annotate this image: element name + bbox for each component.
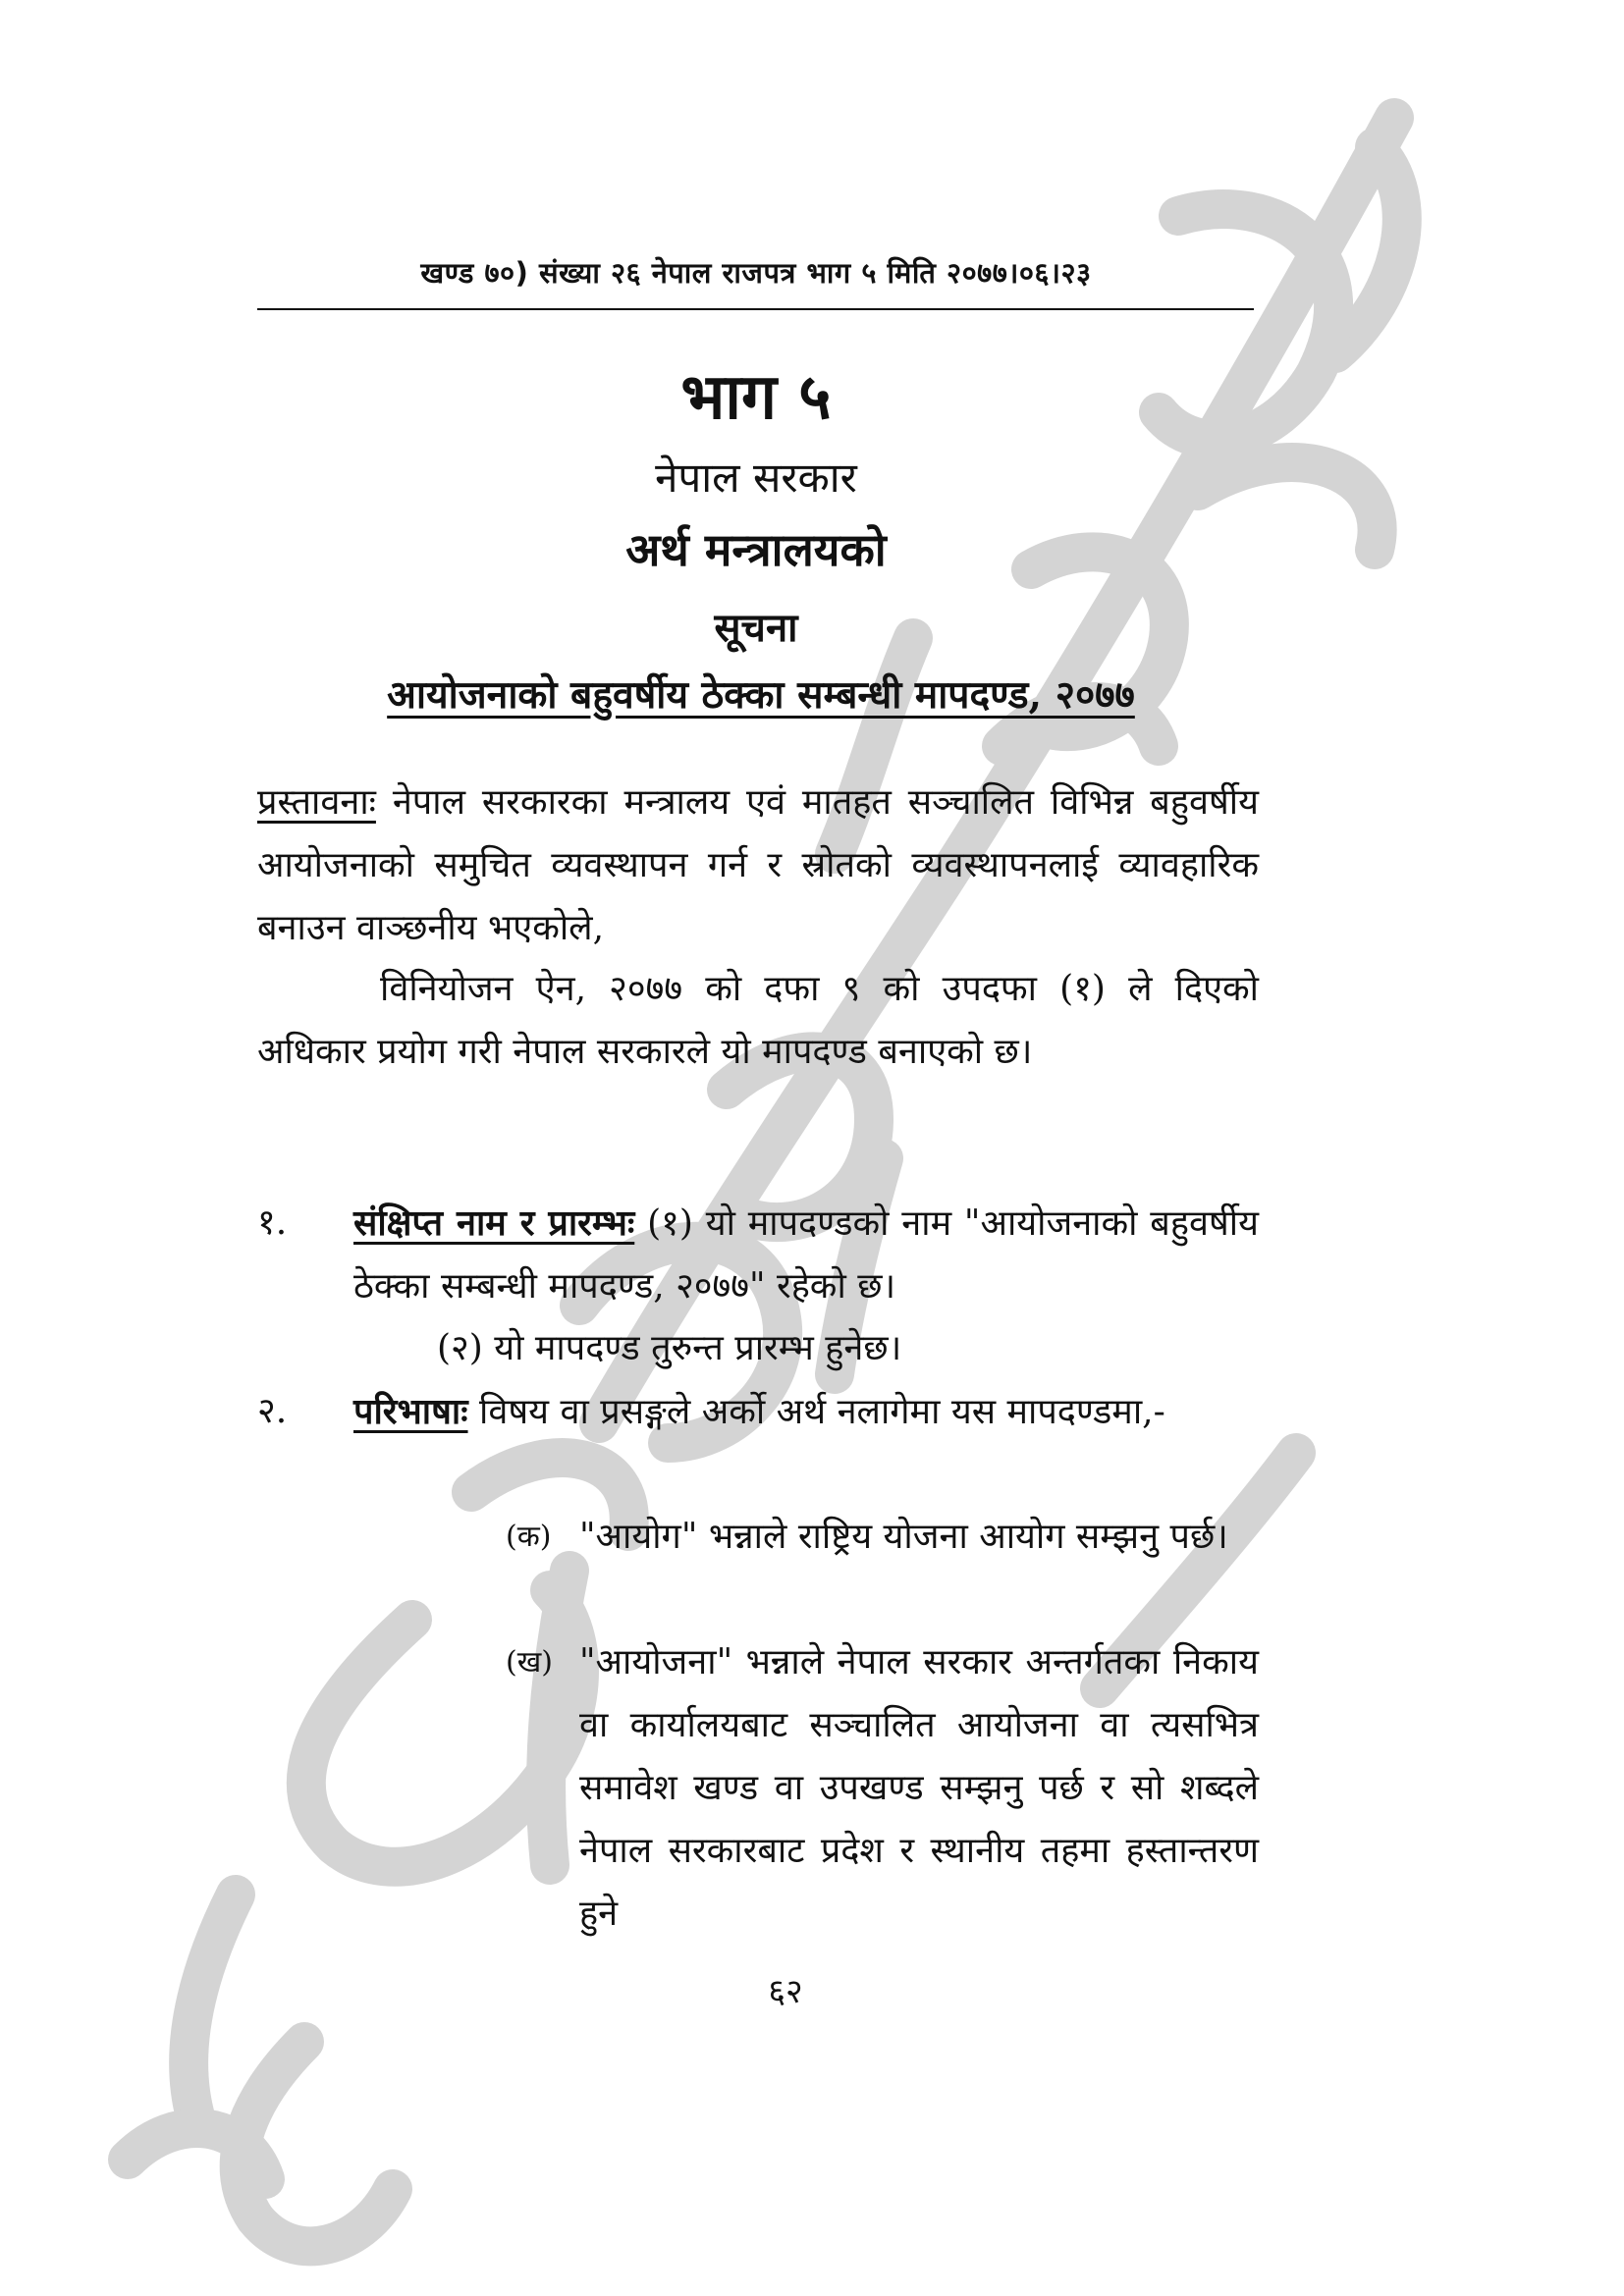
section-2-number: २. — [257, 1391, 288, 1431]
gazette-running-header: खण्ड ७०) संख्या २६ नेपाल राजपत्र भाग ५ मिति २०७७।०६।२३ — [420, 256, 1092, 290]
section-2 — [353, 1380, 1259, 1444]
clause-ka-label: (क) — [506, 1520, 552, 1554]
section-1 — [353, 1192, 1259, 1318]
enactment-clause: विनियोजन ऐन, २०७७ को दफा ९ को उपदफा (१) ले दिएको अधिकार प्रयोग गरी नेपाल सरकारले यो मापदण्ड बनाएको छ। — [257, 969, 1259, 1072]
preamble — [257, 772, 1259, 960]
part-title: भाग ५ — [680, 361, 832, 434]
header-rule — [257, 308, 1254, 310]
clause-kha-label: (ख) — [506, 1645, 553, 1680]
section-2-text: विषय वा प्रसङ्गले अर्को अर्थ नलागेमा यस मापदण्डमा,- — [467, 1392, 1165, 1432]
preamble-text: नेपाल सरकारका मन्त्रालय एवं मातहत सञ्चालित विभिन्न बहुवर्षीय आयोजनाको समुचित व्यवस्थापन गर्न र स्रोतको व्यवस्थापनलाई व्यावहारिक बनाउन वाञ्छनीय भएकोले, — [257, 782, 1259, 948]
section-1-text: (१) यो मापदण्डको नाम "आयोजनाको बहुवर्षीय ठेक्का सम्बन्धी मापदण्ड, २०७७" रहेको छ। — [353, 1203, 1259, 1307]
notice-heading: सूचना — [714, 605, 798, 651]
section-1-subsection-2: (२) यो मापदण्ड तुरुन्त प्रारम्भ हुनेछ। — [437, 1328, 902, 1368]
section-1-heading: संक्षिप्त नाम र प्रारम्भः — [353, 1202, 635, 1244]
section-2-heading: परिभाषाः — [353, 1391, 468, 1432]
document-title: आयोजनाको बहुवर्षीय ठेक्का सम्बन्धी मापदण्ड, २०७७ — [387, 672, 1135, 718]
government-name: नेपाल सरकार — [655, 454, 857, 502]
preamble-label: प्रस्तावनाः — [257, 782, 376, 823]
section-1-number: १. — [257, 1202, 288, 1243]
ministry-name: अर्थ मन्त्रालयको — [625, 523, 887, 576]
clause-ka-text: "आयोग" भन्नाले राष्ट्रिय योजना आयोग सम्झनु पर्छ। — [579, 1517, 1228, 1557]
page-number: ६२ — [768, 1972, 803, 2011]
clause-kha-text: "आयोजना" भन्नाले नेपाल सरकार अन्तर्गतका निकाय वा कार्यालयबाट सञ्चालित आयोजना वा त्यसभित्र समावेश खण्ड वा उपखण्ड सम्झनु पर्छ र सो शब्दले नेपाल सरकारबाट प्रदेश र स्थानीय तहमा हस्तान्तरण हुने — [579, 1642, 1259, 1934]
